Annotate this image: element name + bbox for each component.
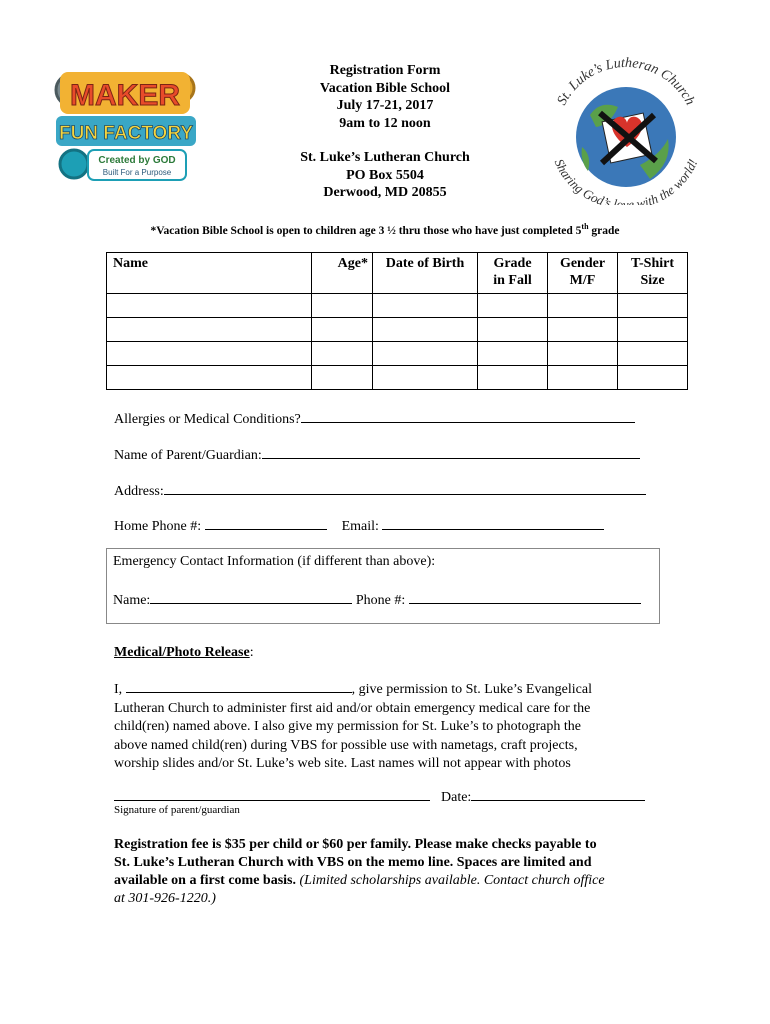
release-text-3: child(ren) named above. I also give my permission for St. Luke’s to photograph the <box>114 719 581 734</box>
cell-name[interactable] <box>107 342 312 366</box>
emergency-contact-box <box>106 548 660 624</box>
cell-grade[interactable] <box>478 366 548 390</box>
maker-fun-factory-logo <box>50 60 200 188</box>
cell-dob[interactable] <box>373 366 478 390</box>
cell-name[interactable] <box>107 294 312 318</box>
allergies-label: Allergies or Medical Conditions? <box>114 412 301 427</box>
release-heading-colon: : <box>249 645 254 660</box>
cell-dob[interactable] <box>373 342 478 366</box>
release-paragraph <box>114 678 654 774</box>
church-name: St. Luke’s Lutheran Church <box>300 150 470 165</box>
email-label: Email: <box>341 519 379 534</box>
allergies-field <box>114 408 635 429</box>
col-header-name: Name <box>107 253 312 294</box>
age-eligibility-note <box>0 222 770 237</box>
cell-gender[interactable] <box>548 366 618 390</box>
home-phone-input[interactable] <box>205 515 327 530</box>
note-after: grade <box>588 224 620 237</box>
date-input[interactable] <box>471 786 645 801</box>
phone-email-field <box>114 515 604 536</box>
address-label: Address: <box>114 484 164 499</box>
church-pobox: PO Box 5504 <box>346 167 424 183</box>
cell-gender[interactable] <box>548 294 618 318</box>
table-header-row <box>107 253 688 294</box>
fee-italic-2: at 301-926-1220.) <box>114 891 216 906</box>
logo-fun-factory-text: FUN FACTORY <box>58 123 194 144</box>
fee-line-3: available on a first come basis. <box>114 873 296 888</box>
parent-label: Name of Parent/Guardian: <box>114 448 262 463</box>
emergency-name-label: Name: <box>113 593 151 608</box>
st-lukes-logo <box>540 55 712 205</box>
fee-italic-1: (Limited scholarships available. Contact church office <box>299 873 605 888</box>
parent-field <box>114 444 640 465</box>
logo-motto-arc-text: Sharing God’s love with the world! <box>551 156 701 205</box>
emergency-fields <box>113 589 641 610</box>
cell-age[interactable] <box>312 342 373 366</box>
signature-input[interactable] <box>114 786 430 801</box>
col-header-grade: Grade in Fall <box>478 253 548 294</box>
allergies-input[interactable] <box>301 408 635 423</box>
table-row[interactable] <box>107 342 688 366</box>
email-input[interactable] <box>382 515 604 530</box>
cell-gender[interactable] <box>548 342 618 366</box>
event-dates: July 17-21, 2017 <box>336 98 434 113</box>
col-header-age: Age* <box>312 253 373 294</box>
table-row[interactable] <box>107 366 688 390</box>
event-times: 9am to 12 noon <box>339 115 431 131</box>
logo-church-arc-text: St. Luke’s Lutheran Church <box>554 55 698 108</box>
table-row[interactable] <box>107 318 688 342</box>
address-field <box>114 480 646 501</box>
table-row[interactable] <box>107 294 688 318</box>
cell-dob[interactable] <box>373 318 478 342</box>
cell-grade[interactable] <box>478 318 548 342</box>
col-header-gender: Gender M/F <box>548 253 618 294</box>
note-sup: th <box>581 222 589 231</box>
col-header-dob: Date of Birth <box>373 253 478 294</box>
cell-name[interactable] <box>107 318 312 342</box>
release-text-1: , give permission to St. Luke’s Evangelical <box>351 682 592 697</box>
release-name-input[interactable] <box>126 678 352 693</box>
parent-input[interactable] <box>262 444 640 459</box>
event-name: Vacation Bible School <box>319 80 451 96</box>
note-text: *Vacation Bible School is open to children age 3 ½ thru those who have just completed 5 <box>150 224 582 237</box>
emergency-phone-input[interactable] <box>409 589 641 604</box>
release-i-label: I, <box>114 682 123 697</box>
church-city: Derwood, MD 20855 <box>323 185 447 200</box>
emergency-name-input[interactable] <box>150 589 352 604</box>
logo-maker-text: MAKER <box>70 79 180 112</box>
fee-line-2: St. Luke’s Lutheran Church with VBS on the memo line. Spaces are limited and <box>114 855 592 870</box>
signature-caption: Signature of parent/guardian <box>114 804 240 816</box>
home-phone-label: Home Phone #: <box>114 519 202 534</box>
cell-tshirt[interactable] <box>618 318 688 342</box>
cell-dob[interactable] <box>373 294 478 318</box>
cell-name[interactable] <box>107 366 312 390</box>
form-title: Registration Form <box>329 63 441 78</box>
cell-grade[interactable] <box>478 342 548 366</box>
fee-line-1: Registration fee is $35 per child or $60 per family. Please make checks payable to <box>114 837 597 852</box>
col-header-tshirt: T-Shirt Size <box>618 253 688 294</box>
release-heading <box>114 644 254 662</box>
release-text-2: Lutheran Church to administer first aid and/or obtain emergency medical care for the <box>114 700 591 716</box>
cell-tshirt[interactable] <box>618 366 688 390</box>
release-heading-text: Medical/Photo Release <box>114 645 250 660</box>
cell-age[interactable] <box>312 318 373 342</box>
emergency-title: Emergency Contact Information (if different than above): <box>113 554 436 569</box>
cell-age[interactable] <box>312 366 373 390</box>
release-text-4: above named child(ren) during VBS for possible use with nametags, craft projects, <box>114 737 578 753</box>
emergency-phone-label: Phone #: <box>355 593 406 608</box>
cell-tshirt[interactable] <box>618 294 688 318</box>
logo-built-for-purpose-text: Built For a Purpose <box>102 168 172 177</box>
cell-gender[interactable] <box>548 318 618 342</box>
logo-created-by-god-text: Created by GOD <box>98 155 176 166</box>
address-input[interactable] <box>164 480 646 495</box>
cell-age[interactable] <box>312 294 373 318</box>
form-header <box>250 62 520 202</box>
release-text-5: worship slides and/or St. Luke’s web site. Last names will not appear with photos <box>114 756 571 771</box>
fee-paragraph <box>114 836 674 908</box>
cell-tshirt[interactable] <box>618 342 688 366</box>
registration-table <box>106 252 688 390</box>
cell-grade[interactable] <box>478 294 548 318</box>
date-label: Date: <box>441 790 472 805</box>
